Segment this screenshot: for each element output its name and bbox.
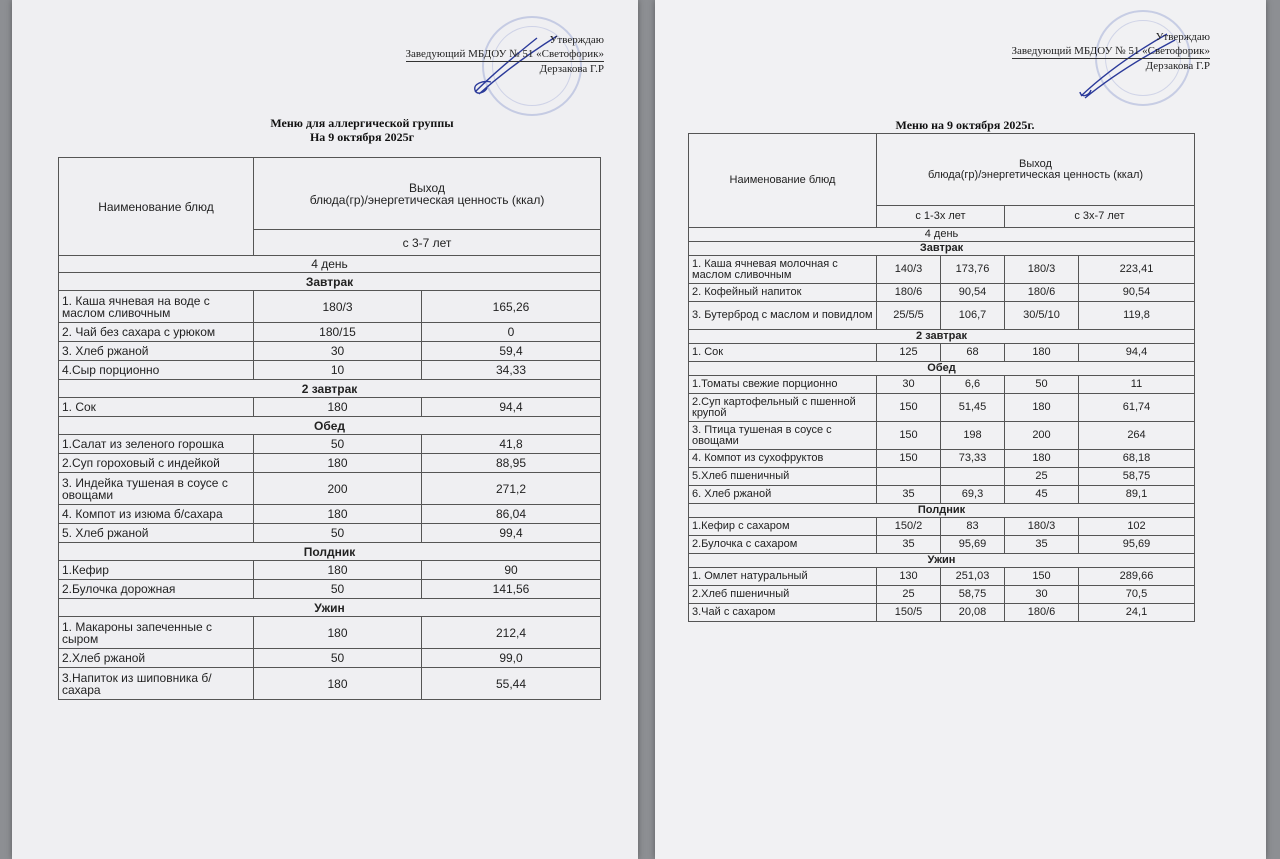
page-title-line2: На 9 октября 2025г — [309, 130, 415, 144]
section-title: Ужин — [689, 554, 1195, 568]
dish-name: 4.Сыр порционно — [59, 361, 254, 380]
output-3-7: 180 — [1005, 450, 1079, 468]
energy-1-3: 198 — [941, 422, 1005, 450]
dish-output: 50 — [254, 649, 422, 668]
output-1-3: 25 — [877, 586, 941, 604]
dish-name: 1.Салат из зеленого горошка — [59, 435, 254, 454]
output-3-7: 150 — [1005, 568, 1079, 586]
table-row — [689, 284, 1195, 302]
section-title: Завтрак — [59, 273, 601, 291]
dish-energy: 90 — [422, 561, 601, 580]
dish-energy: 94,4 — [422, 398, 601, 417]
dish-name: 5.Хлеб пшеничный — [689, 468, 877, 486]
dish-output: 180/3 — [254, 291, 422, 323]
approval-person: Дерзакова Г.Р — [406, 61, 604, 76]
table-row — [59, 580, 601, 599]
section-row — [59, 380, 601, 398]
dish-name: 3.Чай с сахаром — [689, 604, 877, 622]
dish-name: 2. Чай без сахара с урюком — [59, 323, 254, 342]
allergy-menu-sheet — [12, 0, 638, 859]
approval-title: Утверждаю — [1155, 31, 1210, 43]
dish-energy: 271,2 — [422, 473, 601, 505]
header-dish-name: Наименование блюд — [689, 134, 877, 228]
approval-person: Дерзакова Г.Р — [1012, 58, 1210, 73]
header-age-3-7: с 3х-7 лет — [1005, 206, 1195, 228]
header-output — [877, 134, 1195, 206]
energy-3-7: 24,1 — [1079, 604, 1195, 622]
energy-3-7: 68,18 — [1079, 450, 1195, 468]
dish-name: 3. Бутерброд с маслом и повидлом — [689, 302, 877, 330]
table-row — [59, 649, 601, 668]
dish-output: 50 — [254, 524, 422, 543]
energy-1-3: 251,03 — [941, 568, 1005, 586]
output-3-7: 180 — [1005, 344, 1079, 362]
header-output-line1: Выход — [409, 180, 445, 195]
energy-1-3: 58,75 — [941, 586, 1005, 604]
section-row — [689, 362, 1195, 376]
energy-1-3: 106,7 — [941, 302, 1005, 330]
dish-name: 1.Кефир с сахаром — [689, 518, 877, 536]
dish-name: 1.Томаты свежие порционно — [689, 376, 877, 394]
energy-3-7: 119,8 — [1079, 302, 1195, 330]
dish-name: 3. Птица тушеная в соусе с овощами — [689, 422, 877, 450]
dish-name: 2.Суп гороховый с индейкой — [59, 454, 254, 473]
energy-1-3: 6,6 — [941, 376, 1005, 394]
dish-name: 1. Сок — [689, 344, 877, 362]
table-row — [59, 398, 601, 417]
output-3-7: 25 — [1005, 468, 1079, 486]
section-row — [689, 554, 1195, 568]
energy-3-7: 102 — [1079, 518, 1195, 536]
dish-output: 180 — [254, 561, 422, 580]
table-row — [59, 617, 601, 649]
dish-name: 1.Кефир — [59, 561, 254, 580]
energy-3-7: 94,4 — [1079, 344, 1195, 362]
dish-energy: 99,4 — [422, 524, 601, 543]
table-row — [689, 450, 1195, 468]
section-title: Обед — [689, 362, 1195, 376]
approval-title: Утверждаю — [549, 34, 604, 46]
table-row — [689, 586, 1195, 604]
table-row — [59, 435, 601, 454]
table-row — [689, 422, 1195, 450]
dish-output: 180/15 — [254, 323, 422, 342]
table-row — [689, 302, 1195, 330]
section-row — [689, 504, 1195, 518]
dish-output: 30 — [254, 342, 422, 361]
section-title: Ужин — [59, 599, 601, 617]
table-row — [689, 518, 1195, 536]
approval-block — [1012, 30, 1210, 73]
dish-energy: 88,95 — [422, 454, 601, 473]
energy-1-3: 20,08 — [941, 604, 1005, 622]
output-3-7: 30/5/10 — [1005, 302, 1079, 330]
table-row — [689, 604, 1195, 622]
dish-output: 180 — [254, 505, 422, 524]
approval-block — [406, 33, 604, 76]
output-1-3: 35 — [877, 486, 941, 504]
dish-name: 1. Каша ячневая молочная с маслом сливочным — [689, 256, 877, 284]
energy-1-3: 173,76 — [941, 256, 1005, 284]
energy-3-7: 58,75 — [1079, 468, 1195, 486]
output-1-3: 150 — [877, 450, 941, 468]
output-1-3: 125 — [877, 344, 941, 362]
day-label: 4 день — [689, 228, 1195, 242]
table-row — [689, 468, 1195, 486]
output-3-7: 180/3 — [1005, 256, 1079, 284]
dish-output: 10 — [254, 361, 422, 380]
energy-1-3: 69,3 — [941, 486, 1005, 504]
dish-name: 2.Хлеб пшеничный — [689, 586, 877, 604]
energy-3-7: 223,41 — [1079, 256, 1195, 284]
table-row — [59, 561, 601, 580]
output-3-7: 35 — [1005, 536, 1079, 554]
output-3-7: 180/6 — [1005, 284, 1079, 302]
table-row — [59, 342, 601, 361]
menu-table — [688, 133, 1195, 622]
energy-3-7: 89,1 — [1079, 486, 1195, 504]
dish-output: 180 — [254, 398, 422, 417]
dish-name: 6. Хлеб ржаной — [689, 486, 877, 504]
dish-name: 2.Булочка дорожная — [59, 580, 254, 599]
table-row — [59, 361, 601, 380]
output-3-7: 45 — [1005, 486, 1079, 504]
header-dish-name: Наименование блюд — [59, 158, 254, 256]
dish-output: 180 — [254, 454, 422, 473]
approval-position: Заведующий МБДОУ № 51 «Светофорик» — [405, 48, 604, 60]
dish-energy: 0 — [422, 323, 601, 342]
section-title: Обед — [59, 417, 601, 435]
dish-name: 1. Макароны запеченные с сыром — [59, 617, 254, 649]
dish-name: 2.Булочка с сахаром — [689, 536, 877, 554]
output-3-7: 200 — [1005, 422, 1079, 450]
output-1-3: 25/5/5 — [877, 302, 941, 330]
table-row — [59, 454, 601, 473]
dish-energy: 55,44 — [422, 668, 601, 700]
section-row — [59, 543, 601, 561]
page-title — [162, 116, 562, 144]
section-row — [59, 599, 601, 617]
output-1-3: 150/5 — [877, 604, 941, 622]
dish-output: 50 — [254, 435, 422, 454]
section-row — [59, 273, 601, 291]
energy-3-7: 61,74 — [1079, 394, 1195, 422]
energy-1-3: 95,69 — [941, 536, 1005, 554]
dish-output: 200 — [254, 473, 422, 505]
table-row — [689, 394, 1195, 422]
table-row — [59, 668, 601, 700]
energy-1-3: 51,45 — [941, 394, 1005, 422]
header-age-1-3: с 1-3х лет — [877, 206, 1005, 228]
table-row — [689, 376, 1195, 394]
dish-energy: 86,04 — [422, 505, 601, 524]
dish-name: 2. Кофейный напиток — [689, 284, 877, 302]
section-row — [689, 330, 1195, 344]
energy-3-7: 289,66 — [1079, 568, 1195, 586]
dish-energy: 59,4 — [422, 342, 601, 361]
output-1-3 — [877, 468, 941, 486]
dish-energy: 212,4 — [422, 617, 601, 649]
energy-3-7: 95,69 — [1079, 536, 1195, 554]
dish-output: 180 — [254, 668, 422, 700]
dish-name: 3. Индейка тушеная в соусе с овощами — [59, 473, 254, 505]
dish-output: 50 — [254, 580, 422, 599]
energy-3-7: 11 — [1079, 376, 1195, 394]
table-row — [59, 524, 601, 543]
energy-3-7: 70,5 — [1079, 586, 1195, 604]
dish-name: 1. Омлет натуральный — [689, 568, 877, 586]
table-row — [59, 505, 601, 524]
dish-name: 4. Компот из изюма б/сахара — [59, 505, 254, 524]
output-3-7: 180/6 — [1005, 604, 1079, 622]
table-row — [59, 291, 601, 323]
header-age: с 3-7 лет — [254, 230, 601, 256]
output-3-7: 30 — [1005, 586, 1079, 604]
energy-3-7: 264 — [1079, 422, 1195, 450]
section-title: 2 завтрак — [59, 380, 601, 398]
header-output-line2: блюда(гр)/энергетическая ценность (ккал) — [927, 168, 1144, 181]
table-row — [689, 256, 1195, 284]
output-1-3: 150/2 — [877, 518, 941, 536]
dish-name: 3.Напиток из шиповника б/сахара — [59, 668, 254, 700]
output-1-3: 150 — [877, 394, 941, 422]
table-row — [689, 486, 1195, 504]
section-title: Полдник — [59, 543, 601, 561]
header-output-line1: Выход — [1019, 157, 1052, 170]
section-row — [689, 242, 1195, 256]
output-1-3: 180/6 — [877, 284, 941, 302]
dish-name: 4. Компот из сухофруктов — [689, 450, 877, 468]
energy-1-3: 73,33 — [941, 450, 1005, 468]
dish-name: 5. Хлеб ржаной — [59, 524, 254, 543]
day-label: 4 день — [59, 256, 601, 273]
dish-energy: 34,33 — [422, 361, 601, 380]
table-row — [59, 473, 601, 505]
output-1-3: 35 — [877, 536, 941, 554]
dish-name: 2.Суп картофельный с пшенной крупой — [689, 394, 877, 422]
dish-name: 2.Хлеб ржаной — [59, 649, 254, 668]
dish-name: 1. Каша ячневая на воде с маслом сливочным — [59, 291, 254, 323]
table-row — [689, 344, 1195, 362]
output-1-3: 140/3 — [877, 256, 941, 284]
page-title-line1: Меню для аллергической группы — [270, 116, 454, 130]
energy-1-3 — [941, 468, 1005, 486]
energy-1-3: 68 — [941, 344, 1005, 362]
table-row — [59, 323, 601, 342]
output-3-7: 50 — [1005, 376, 1079, 394]
menu-table — [58, 157, 601, 700]
dish-name: 1. Сок — [59, 398, 254, 417]
header-output — [254, 158, 601, 230]
output-3-7: 180/3 — [1005, 518, 1079, 536]
section-row — [59, 417, 601, 435]
dish-energy: 165,26 — [422, 291, 601, 323]
output-1-3: 130 — [877, 568, 941, 586]
output-1-3: 30 — [877, 376, 941, 394]
table-row — [689, 568, 1195, 586]
dish-output: 180 — [254, 617, 422, 649]
approval-position: Заведующий МБДОУ № 51 «Светофорик» — [1011, 45, 1210, 57]
dish-energy: 41,8 — [422, 435, 601, 454]
energy-3-7: 90,54 — [1079, 284, 1195, 302]
table-row — [689, 536, 1195, 554]
energy-1-3: 90,54 — [941, 284, 1005, 302]
general-menu-sheet — [655, 0, 1266, 859]
header-output-line2: блюда(гр)/энергетическая ценность (ккал) — [309, 192, 545, 207]
page-title: Меню на 9 октября 2025г. — [895, 118, 1035, 132]
section-title: Завтрак — [689, 242, 1195, 256]
energy-1-3: 83 — [941, 518, 1005, 536]
dish-energy: 141,56 — [422, 580, 601, 599]
dish-name: 3. Хлеб ржаной — [59, 342, 254, 361]
section-title: Полдник — [689, 504, 1195, 518]
section-title: 2 завтрак — [689, 330, 1195, 344]
output-1-3: 150 — [877, 422, 941, 450]
dish-energy: 99,0 — [422, 649, 601, 668]
output-3-7: 180 — [1005, 394, 1079, 422]
